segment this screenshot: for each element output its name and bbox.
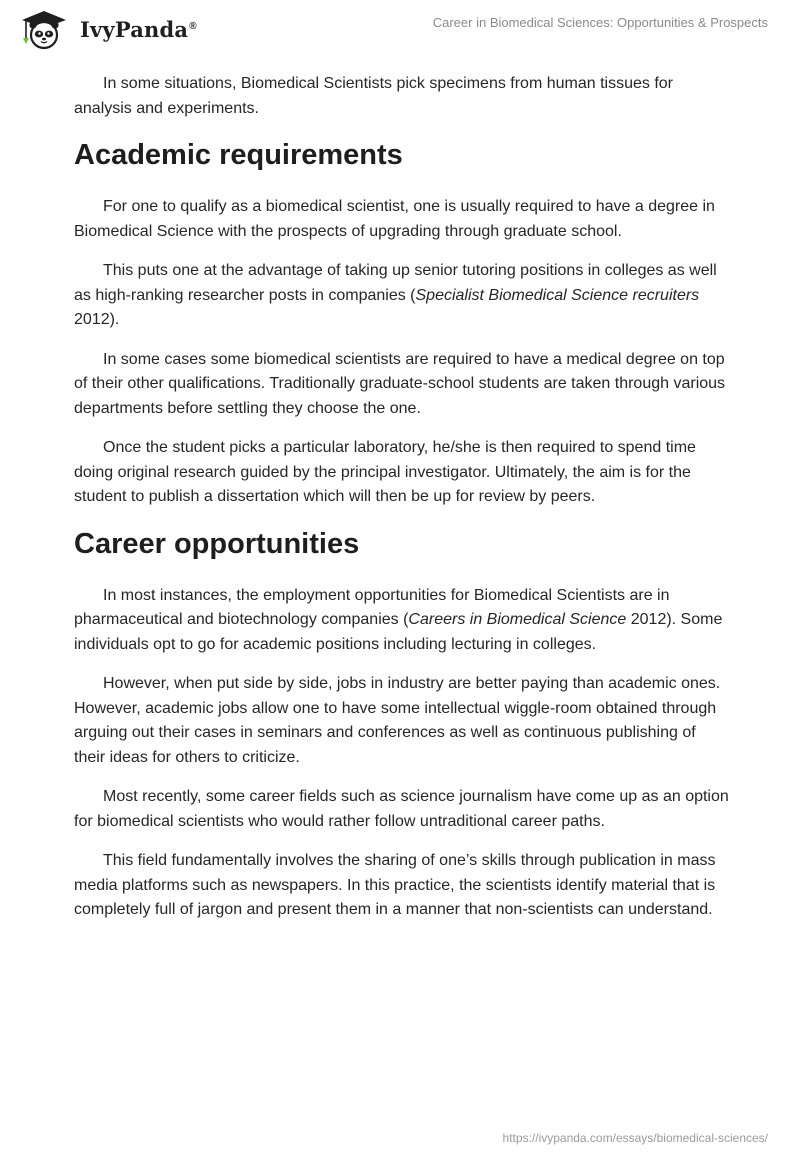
paragraph-with-citation: This puts one at the advantage of taking up senior tutoring positions in colleges as well as high-ranking researcher posts in companies (Specialist Biomedical Science recruiters 2012).: [74, 262, 717, 328]
paragraph: Once the student picks a particular laboratory, he/she is then required to spend time doing original research guided by the principal investigator. Ultimately, the aim is for the student to publish a dissertation which will then be up for review by peers.: [74, 439, 696, 505]
brand-logo[interactable]: [14, 8, 197, 50]
document-title: Career in Biomedical Sciences: Opportunities & Prospects: [432, 15, 768, 30]
essay-body: [74, 72, 730, 938]
citation: Careers in Biomedical Science: [408, 611, 627, 628]
paragraph: In some cases some biomedical scientists are required to have a medical degree on top of their other qualifications. Traditionally graduate-school students are taken through various departments before settling they choose the one.: [74, 350, 726, 417]
brand-name: IvyPanda®: [80, 16, 197, 42]
section-heading-academic-requirements: Academic requirements: [74, 139, 403, 171]
paragraph: However, when put side by side, jobs in industry are better paying than academic ones. However, academic jobs allow one to have some intellectual wiggle-room obtained through arguing out their cases in seminars and conferences as well as continuous publishing of their ideas for others to criticize.: [74, 675, 721, 766]
page-header: [0, 0, 800, 56]
section-heading-career-opportunities: Career opportunities: [74, 527, 360, 560]
paragraph: Most recently, some career fields such as science journalism have come up as an option for biomedical scientists who would rather follow untraditional career paths.: [74, 788, 729, 830]
paragraph: This field fundamentally involves the sharing of one’s skills through publication in mass media platforms such as newspapers. In this practice, the scientists identify material that is completely full of jargon and present them in a manner that non-scientists can understand.: [74, 852, 716, 918]
intro-paragraph: In some situations, Biomedical Scientists pick specimens from human tissues for analysis and experiments.: [74, 75, 674, 117]
panda-logo-icon: [14, 8, 74, 50]
citation: Specialist Biomedical Science recruiters: [415, 286, 700, 304]
source-url[interactable]: https://ivypanda.com/essays/biomedical-sciences/: [502, 1131, 768, 1145]
paragraph: For one to qualify as a biomedical scientist, one is usually required to have a degree in Biomedical Science with the prospects of upgrading through graduate school.: [74, 198, 715, 240]
paragraph-with-citation: In most instances, the employment opportunities for Biomedical Scientists are in pharmaceutical and biotechnology companies (Careers in Biomedical Science 2012). Some individuals opt to go for academic positions including lecturing in colleges.: [74, 586, 723, 653]
